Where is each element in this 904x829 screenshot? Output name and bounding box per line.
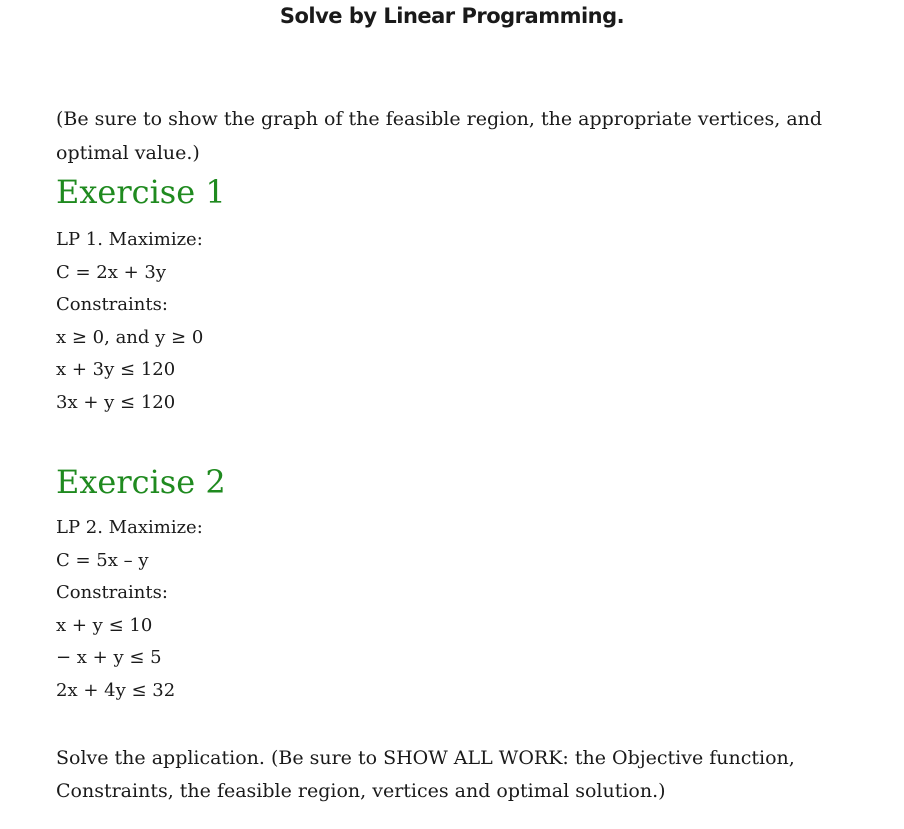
instructions-text: (Be sure to show the graph of the feasible region, the appropriate vertices, and optimal value.) (56, 108, 823, 164)
exercise-1-constraint-1: x + 3y ≤ 120 (56, 359, 176, 380)
exercise-1-constraint-nonnegativity: x ≥ 0, and y ≥ 0 (56, 326, 204, 348)
page-title: Solve by Linear Programming. (279, 4, 625, 28)
exercise-2-objective-label: LP 2. Maximize: (56, 517, 203, 538)
exercise-1-constraint-2: 3x + y ≤ 120 (56, 391, 176, 413)
exercise-2-heading: Exercise 2 (56, 463, 226, 501)
exercise-2-constraint-3: 2x + 4y ≤ 32 (56, 679, 176, 701)
exercise-1-objective-function: C = 2x + 3y (56, 261, 167, 283)
exercise-1-heading: Exercise 1 (56, 173, 226, 211)
exercise-1-objective-label: LP 1. Maximize: (56, 229, 203, 250)
exercise-2-constraints-label: Constraints: (56, 582, 168, 603)
exercise-2-body (56, 512, 203, 707)
exercise-2-objective-function: C = 5x – y (56, 549, 149, 571)
exercise-2-constraint-2: − x + y ≤ 5 (56, 647, 162, 668)
closing-instructions: Solve the application. (Be sure to SHOW ALL WORK: the Objective function, Constraints, the feasible region, vertices and optimal solution.) (56, 747, 795, 802)
exercise-1-body (56, 224, 203, 419)
exercise-1-constraints-label: Constraints: (56, 294, 168, 315)
exercise-2-constraint-1: x + y ≤ 10 (56, 614, 153, 636)
